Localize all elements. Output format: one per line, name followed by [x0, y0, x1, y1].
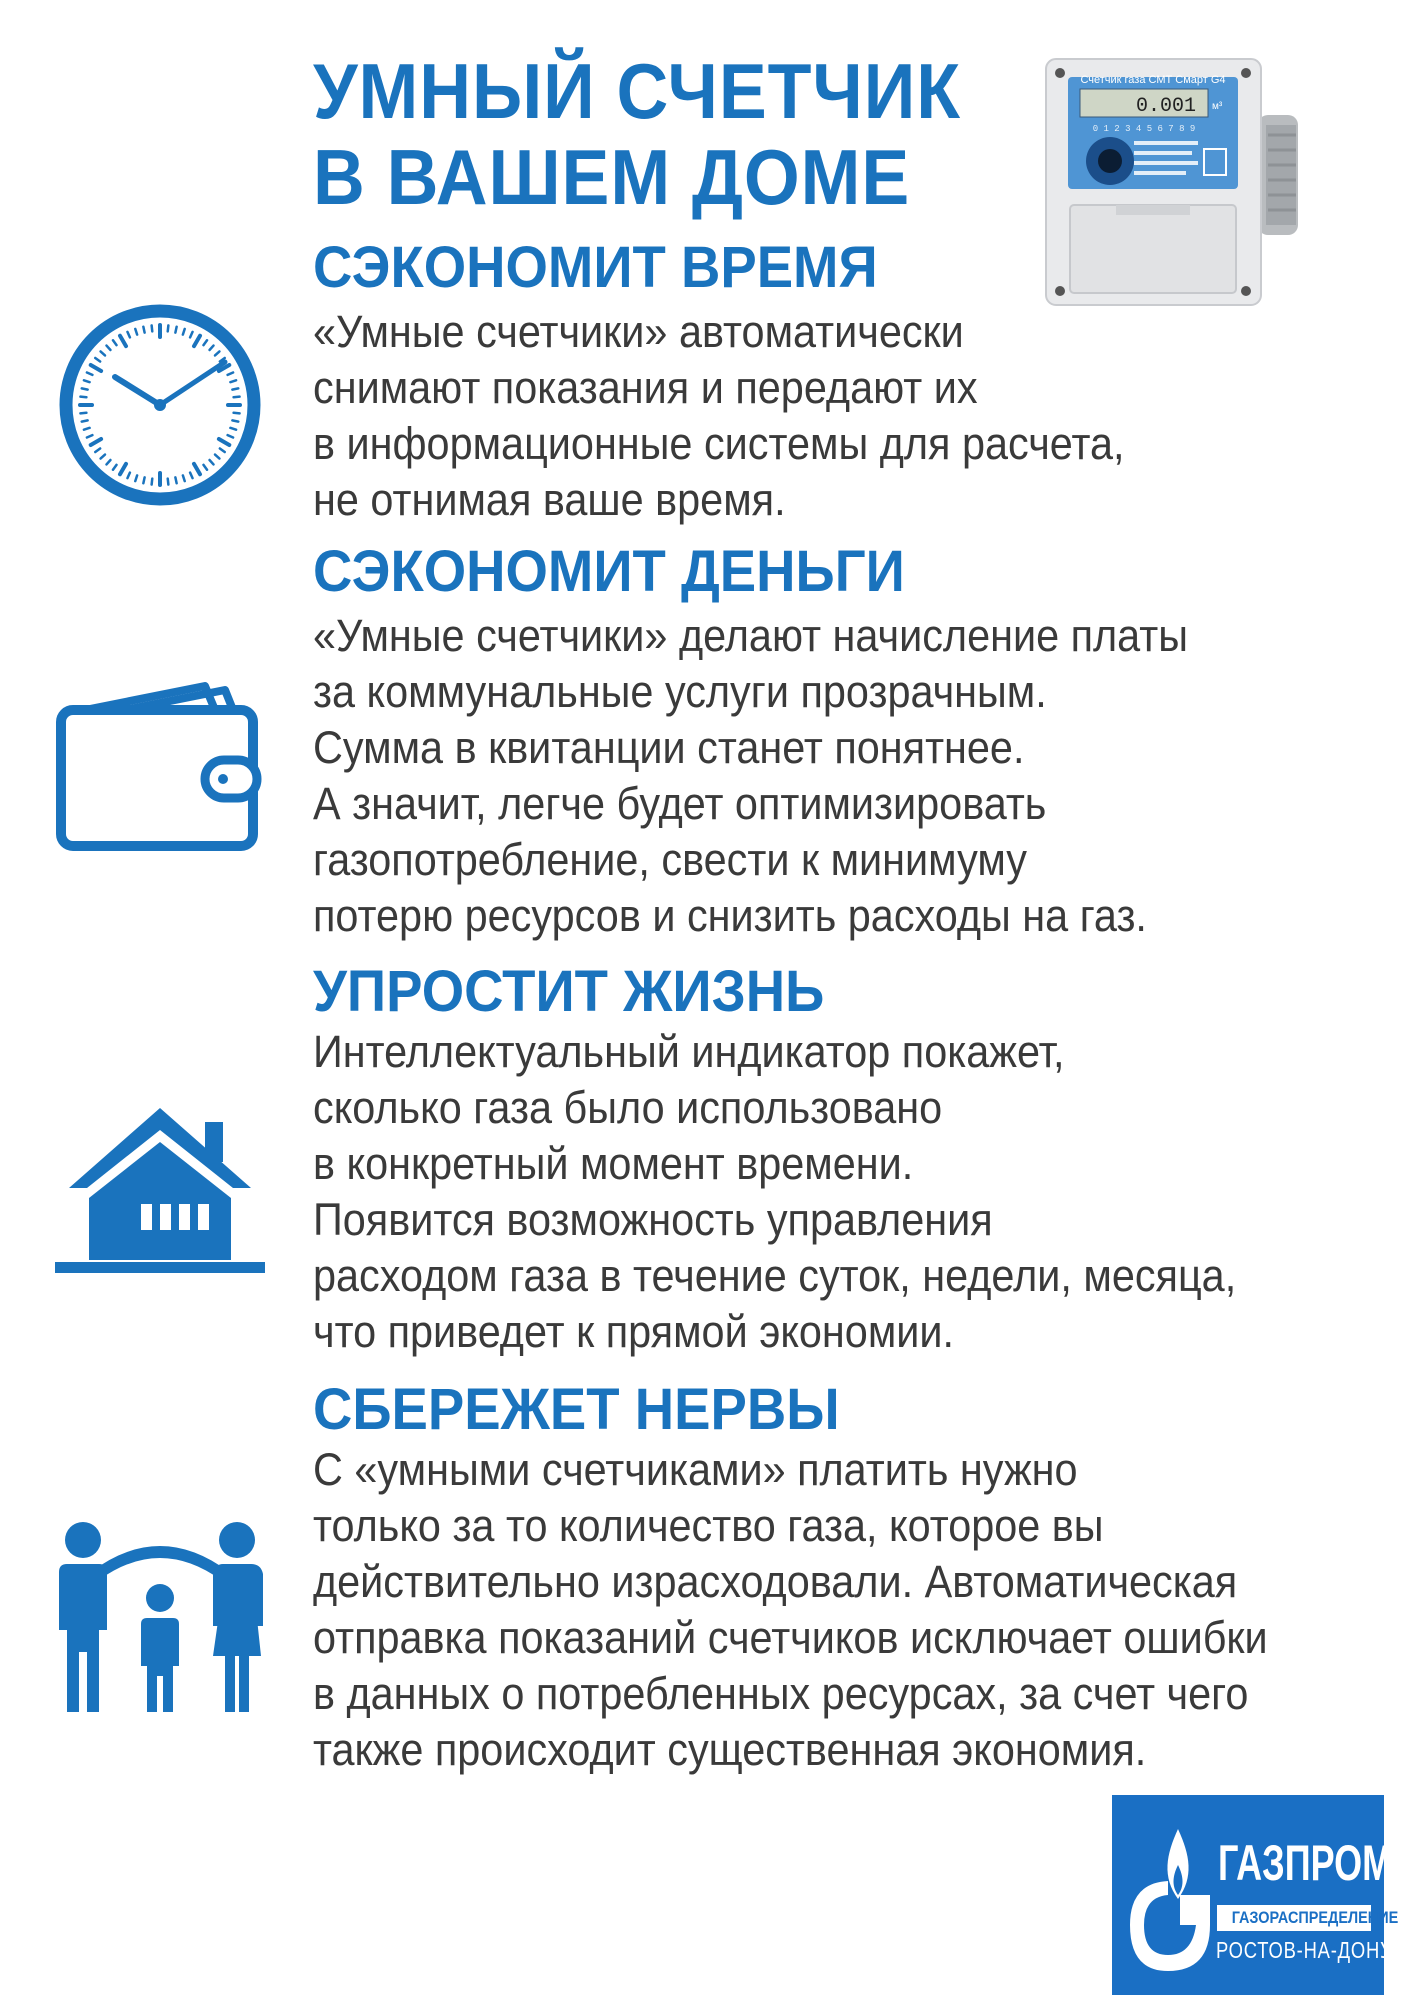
clock-tick	[234, 413, 240, 414]
clock-tick	[219, 439, 229, 445]
meter-digit-row: 0 1 2 3 4 5 6 7 8 9	[1092, 124, 1196, 134]
clock-tick	[84, 380, 90, 382]
text-line: А значит, легче будет оптимизировать	[313, 778, 1047, 829]
text-line: «Умные счетчики» автоматически	[313, 306, 964, 357]
clock-tick	[220, 448, 225, 452]
clock-tick	[95, 448, 100, 452]
clock-tick	[228, 435, 233, 437]
clock-tick	[175, 477, 176, 483]
clock-tick	[101, 351, 105, 355]
title-line-1: УМНЫЙ СЧЕТЧИК	[313, 47, 961, 135]
clock-tick	[106, 460, 110, 464]
clock-tick	[183, 475, 185, 481]
clock-tick	[127, 332, 129, 337]
clock-tick	[120, 336, 126, 346]
clock-tick	[210, 346, 214, 350]
clock-tick	[232, 388, 238, 389]
text-line: газопотребление, свести к минимуму	[313, 834, 1027, 885]
body-simplify-life	[313, 1024, 1236, 1360]
clock-icon	[55, 300, 265, 510]
text-line: в конкретный момент времени.	[313, 1138, 914, 1189]
text-line: не отнимая ваше время.	[313, 474, 786, 525]
meter-display-value: 0.001	[1135, 95, 1196, 118]
text-line: что приведет к прямой экономии.	[313, 1306, 955, 1357]
text-line: также происходит существенная экономия.	[313, 1724, 1147, 1775]
clock-tick	[91, 439, 101, 445]
clock-tick	[82, 388, 88, 389]
clock-tick	[168, 325, 169, 331]
clock-tick	[210, 460, 214, 464]
clock-tick	[80, 413, 86, 414]
clock-tick	[203, 340, 207, 345]
clock-tick	[91, 365, 101, 371]
clock-tick	[190, 332, 192, 337]
body-save-nerves	[313, 1442, 1268, 1778]
text-line: сколько газа было использовано	[313, 1082, 943, 1133]
text-line: снимают показания и передают их	[313, 362, 978, 413]
clock-tick	[143, 327, 144, 333]
text-line: С «умными счетчиками» платить нужно	[313, 1444, 1078, 1495]
text-line: в данных о потребленных ресурсах, за счет чего	[313, 1668, 1249, 1719]
clock-tick	[87, 435, 92, 437]
clock-tick	[194, 336, 200, 346]
clock-tick	[82, 420, 88, 421]
clock-tick	[232, 420, 238, 421]
clock-tick	[228, 372, 233, 374]
flame-logo-icon	[1126, 1825, 1222, 1985]
logo-city: РОСТОВ-НА-ДОНУ	[1216, 1937, 1393, 1963]
body-save-money	[313, 608, 1188, 944]
clock-tick	[190, 473, 192, 478]
text-line: потерю ресурсов и снизить расходы на газ.	[313, 890, 1147, 941]
text-line: Интеллектуальный индикатор покажет,	[313, 1026, 1065, 1077]
body-save-time	[313, 304, 1124, 528]
wallet-icon	[55, 680, 265, 860]
clock-tick	[175, 327, 176, 333]
title-line-2: В ВАШЕМ ДОМЕ	[313, 133, 911, 221]
clock-tick	[168, 479, 169, 485]
clock-tick	[127, 473, 129, 478]
clock-tick	[234, 397, 240, 398]
clock-tick	[230, 428, 236, 430]
text-line: Появится возможность управления	[313, 1194, 993, 1245]
clock-tick	[135, 475, 137, 481]
clock-tick	[215, 351, 219, 355]
heading-save-nerves: СБЕРЕЖЕТ НЕРВЫ	[313, 1377, 840, 1442]
clock-tick	[194, 464, 200, 474]
text-line: расходом газа в течение суток, недели, месяца,	[313, 1250, 1237, 1301]
house-icon	[55, 1100, 265, 1275]
family-icon	[55, 1510, 265, 1720]
text-line: Сумма в квитанции станет понятнее.	[313, 722, 1025, 773]
meter-unit: м³	[1212, 101, 1223, 112]
clock-tick	[113, 340, 117, 345]
text-line: «Умные счетчики» делают начисление платы	[313, 610, 1189, 661]
heading-save-money: СЭКОНОМИТ ДЕНЬГИ	[313, 539, 905, 604]
clock-tick	[95, 358, 100, 362]
clock-tick	[84, 428, 90, 430]
clock-tick	[230, 380, 236, 382]
page-title	[313, 48, 961, 220]
clock-tick	[215, 455, 219, 459]
logo-word: ГАЗПРОМ	[1218, 1835, 1393, 1891]
clock-tick	[183, 329, 185, 335]
clock-tick	[106, 346, 110, 350]
gazprom-logo	[1112, 1795, 1399, 1995]
heading-simplify-life: УПРОСТИТ ЖИЗНЬ	[313, 959, 825, 1024]
heading-save-time: СЭКОНОМИТ ВРЕМЯ	[313, 235, 878, 300]
clock-tick	[120, 464, 126, 474]
clock-tick	[135, 329, 137, 335]
text-line: в информационные системы для расчета,	[313, 418, 1125, 469]
clock-tick	[101, 455, 105, 459]
logo-subtitle-text: ГАЗОРАСПРЕДЕЛЕНИЕ	[1231, 1908, 1399, 1927]
text-line: только за то количество газа, которое вы	[313, 1500, 1104, 1551]
logo-subtitle	[1217, 1905, 1399, 1931]
meter-label: Счетчик газа СМТ Смарт G4	[1080, 74, 1226, 86]
text-line: действительно израсходовали. Автоматическая	[313, 1556, 1238, 1607]
text-line: отправка показаний счетчиков исключает ошибки	[313, 1612, 1268, 1663]
clock-tick	[152, 325, 153, 331]
text-line: за коммунальные услуги прозрачным.	[313, 666, 1047, 717]
clock-tick	[87, 372, 92, 374]
gas-meter-image	[1040, 55, 1305, 315]
clock-tick	[80, 397, 86, 398]
clock-tick	[143, 477, 144, 483]
clock-tick	[203, 465, 207, 470]
clock-tick	[113, 465, 117, 470]
clock-tick	[152, 479, 153, 485]
